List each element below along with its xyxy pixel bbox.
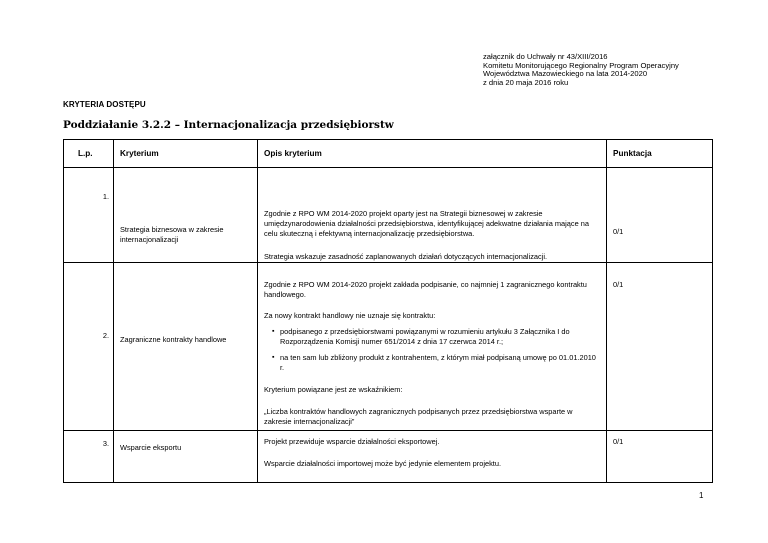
desc-paragraph: Kryterium powiązane jest ze wskaźnikiem: [264, 385, 403, 394]
header-lp: L.p. [64, 140, 114, 168]
list-item: ▪ na ten sam lub zbliżony produkt z kontrahentem, z którym miał podpisaną umowę po 01.01.2010 r. [272, 353, 600, 373]
row-criterion-text: Zagraniczne kontrakty handlowe [120, 335, 227, 344]
desc-paragraph: Strategia wskazuje zasadność zaplanowanych działań dotyczących internacjonalizacji. [264, 252, 548, 261]
row-criterion-text: Strategia biznesowa w zakresie internacjonalizacji [120, 225, 224, 244]
desc-paragraph: Projekt przewiduje wsparcie działalności eksportowej. [264, 437, 440, 446]
row-description [258, 263, 607, 431]
annex-line: Województwa Mazowieckiego na lata 2014-2020 [483, 69, 648, 79]
row-score-text: 0/1 [613, 280, 624, 289]
desc-paragraph: Zgodnie z RPO WM 2014-2020 projekt zakłada podpisanie, co najmniej 1 zagranicznego kontraktu handlowego. [264, 280, 587, 299]
table-row [64, 431, 713, 483]
desc-paragraph: Za nowy kontrakt handlowy nie uznaje się kontraktu: [264, 311, 436, 320]
row-criterion [114, 431, 258, 483]
row-description [258, 168, 607, 263]
row-score-text: 0/1 [613, 227, 624, 236]
annex-note [483, 53, 679, 87]
exclusion-list [264, 321, 600, 373]
list-item: ▪ podpisanego z przedsiębiorstwami powiązanymi w rozumieniu artykułu 3 Załącznika I do Rozporządzenia Komisji numer 651/2014 z dnia 17 czerwca 2014 r.; [272, 327, 600, 347]
desc-paragraph: „Liczba kontraktów handlowych zagranicznych podpisanych przez przedsiębiorstwa wsparte w zakresie internacjonalizacji” [264, 407, 573, 426]
row-description [258, 431, 607, 483]
table-row [64, 263, 713, 431]
header-score: Punktacja [607, 140, 713, 168]
row-criterion-text: Wsparcie eksportu [120, 443, 182, 452]
row-criterion [114, 263, 258, 431]
annex-line: załącznik do Uchwały nr 43/XIII/2016 [483, 52, 608, 61]
row-score-text: 0/1 [613, 437, 624, 446]
row-score [607, 168, 713, 263]
row-criterion [114, 168, 258, 263]
row-lp-text: 3. [102, 439, 109, 448]
table-header-row [64, 140, 713, 168]
row-score [607, 431, 713, 483]
row-lp-text: 2. [102, 331, 109, 340]
desc-paragraph: Wsparcie działalności importowej może być jedynie elementem projektu. [264, 459, 502, 468]
row-score [607, 263, 713, 431]
annex-line: z dnia 20 maja 2016 roku [483, 77, 569, 87]
header-description: Opis kryterium [258, 140, 607, 168]
section-title: KRYTERIA DOSTĘPU [63, 100, 146, 109]
subtitle: Poddziałanie 3.2.2 – Internacjonalizacja przedsiębiorstw [63, 119, 394, 131]
header-criterion: Kryterium [114, 140, 258, 168]
page-number: 1 [699, 491, 704, 500]
row-lp [64, 431, 114, 483]
desc-paragraph: Zgodnie z RPO WM 2014-2020 projekt oparty jest na Strategii biznesowej w zakresie umiędzynarodowienia działalności przedsiębiorstwa, identyfikującej adekwatne działania mające na celu skuteczną i efektywną internacjonalizację przedsiębiorstwa. [264, 209, 589, 238]
table-row [64, 168, 713, 263]
row-lp [64, 168, 114, 263]
row-lp-text: 1. [102, 192, 109, 201]
row-lp [64, 263, 114, 431]
annex-line: Komitetu Monitorującego Regionalny Program Operacyjny [483, 60, 679, 70]
criteria-table [63, 139, 713, 483]
